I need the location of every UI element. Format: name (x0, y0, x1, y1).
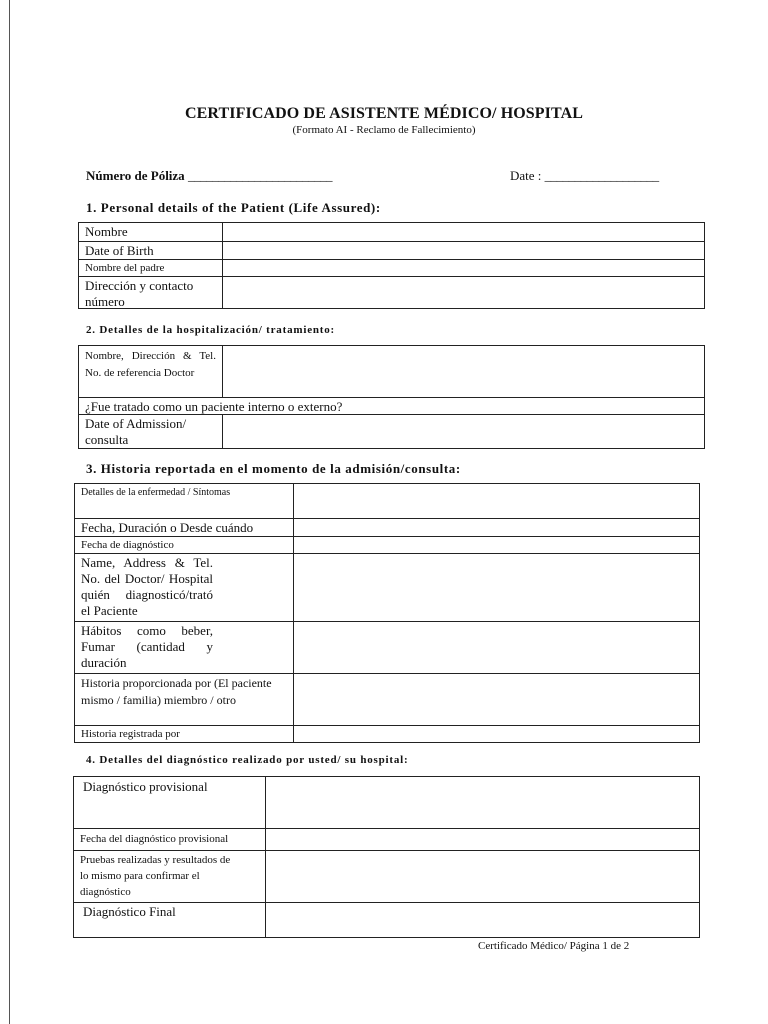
row-label-date-of-birth: Date of Birth (79, 242, 223, 259)
treating-doctor-field[interactable] (294, 554, 699, 621)
policy-number-label: Número de Póliza (86, 168, 185, 183)
referring-doctor-label-text: Nombre, Dirección & Tel. No. de referencia Doctor (85, 350, 216, 379)
provisional-diagnosis-field[interactable] (266, 777, 699, 828)
patient-details-table (78, 222, 705, 309)
row-label-name: Nombre (79, 223, 223, 241)
diagnosis-date-field[interactable] (294, 537, 699, 553)
page-left-edge-rule (9, 0, 10, 1024)
tests-performed-field[interactable] (266, 851, 699, 902)
history-table (74, 483, 700, 743)
table-row (79, 397, 704, 414)
row-label-habits: Hábitos como beber, Fumar (cantidad y duración (75, 622, 294, 673)
diagnosis-table (73, 776, 700, 938)
row-label-illness-details: Detalles de la enfermedad / Síntomas (75, 484, 294, 518)
row-label-treating-doctor: Name, Address & Tel. No. del Doctor/ Hospital quién diagnosticó/trató el Paciente (75, 554, 294, 621)
habits-field[interactable] (294, 622, 699, 673)
address-contact-field[interactable] (223, 277, 704, 308)
row-label-provisional-diagnosis-date: Fecha del diagnóstico provisional (74, 829, 266, 850)
row-label-diagnosis-date: Fecha de diagnóstico (75, 537, 294, 553)
table-row (75, 673, 699, 725)
section-1-heading: 1. Personal details of the Patient (Life Assured): (86, 200, 381, 215)
row-label-tests-performed: Pruebas realizadas y resultados de lo mismo para confirmar el diagnóstico (74, 851, 266, 902)
page-footer: Certificado Médico/ Página 1 de 2 (478, 940, 630, 952)
document-title: CERTIFICADO DE ASISTENTE MÉDICO/ HOSPITAL (185, 105, 583, 122)
date-label: Date : (510, 168, 542, 183)
referring-doctor-field[interactable] (223, 346, 704, 397)
table-row (75, 725, 699, 742)
table-row (79, 414, 704, 448)
date-field[interactable] (510, 168, 659, 184)
date-of-birth-field[interactable] (223, 242, 704, 259)
history-recorded-by-field[interactable] (294, 726, 699, 742)
section-3-heading: 3. Historia reportada en el momento de la admisión/consulta: (86, 461, 461, 476)
row-label-father-name: Nombre del padre (79, 260, 223, 276)
table-row (79, 223, 704, 241)
table-row (75, 484, 699, 518)
row-label-final-diagnosis: Diagnóstico Final (74, 903, 266, 937)
row-label-date-of-admission: Date of Admission/ consulta (79, 415, 223, 448)
hospitalization-table (78, 345, 705, 449)
provisional-diagnosis-date-field[interactable] (266, 829, 699, 850)
illness-details-field[interactable] (294, 484, 699, 518)
row-label-address-contact: Dirección y contacto número (79, 277, 223, 308)
table-row (79, 276, 704, 308)
history-provided-by-field[interactable] (294, 674, 699, 725)
row-label-duration: Fecha, Duración o Desde cuándo (75, 519, 294, 536)
table-row (75, 621, 699, 673)
father-name-field[interactable] (223, 260, 704, 276)
table-row (75, 553, 699, 621)
section-2-heading: 2. Detalles de la hospitalización/ tratamiento: (86, 324, 336, 336)
table-row (75, 536, 699, 553)
table-row (79, 346, 704, 397)
table-row (75, 518, 699, 536)
row-label-history-provided-by: Historia proporcionada por (El paciente mismo / familia) miembro / otro (75, 674, 294, 725)
table-row (74, 777, 699, 828)
duration-field[interactable] (294, 519, 699, 536)
row-label-provisional-diagnosis: Diagnóstico provisional (74, 777, 266, 828)
policy-number-field[interactable] (86, 168, 332, 184)
final-diagnosis-field[interactable] (266, 903, 699, 937)
section-4-heading: 4. Detalles del diagnóstico realizado por usted/ su hospital: (86, 754, 409, 766)
row-label-referring-doctor (79, 346, 223, 397)
row-label-history-recorded-by: Historia registrada por (75, 726, 294, 742)
table-row (74, 828, 699, 850)
table-row (74, 902, 699, 937)
policy-number-blank[interactable]: ________________________ (187, 168, 332, 183)
row-label-inpatient-outpatient: ¿Fue tratado como un paciente interno o externo? (85, 399, 343, 414)
patient-name-field[interactable] (223, 223, 704, 241)
table-row (79, 241, 704, 259)
document-subtitle: (Formato AI - Reclamo de Fallecimiento) (292, 124, 476, 136)
date-blank[interactable]: ___________________ (544, 168, 659, 183)
date-of-admission-field[interactable] (223, 415, 704, 448)
table-row (79, 259, 704, 276)
table-row (74, 850, 699, 902)
